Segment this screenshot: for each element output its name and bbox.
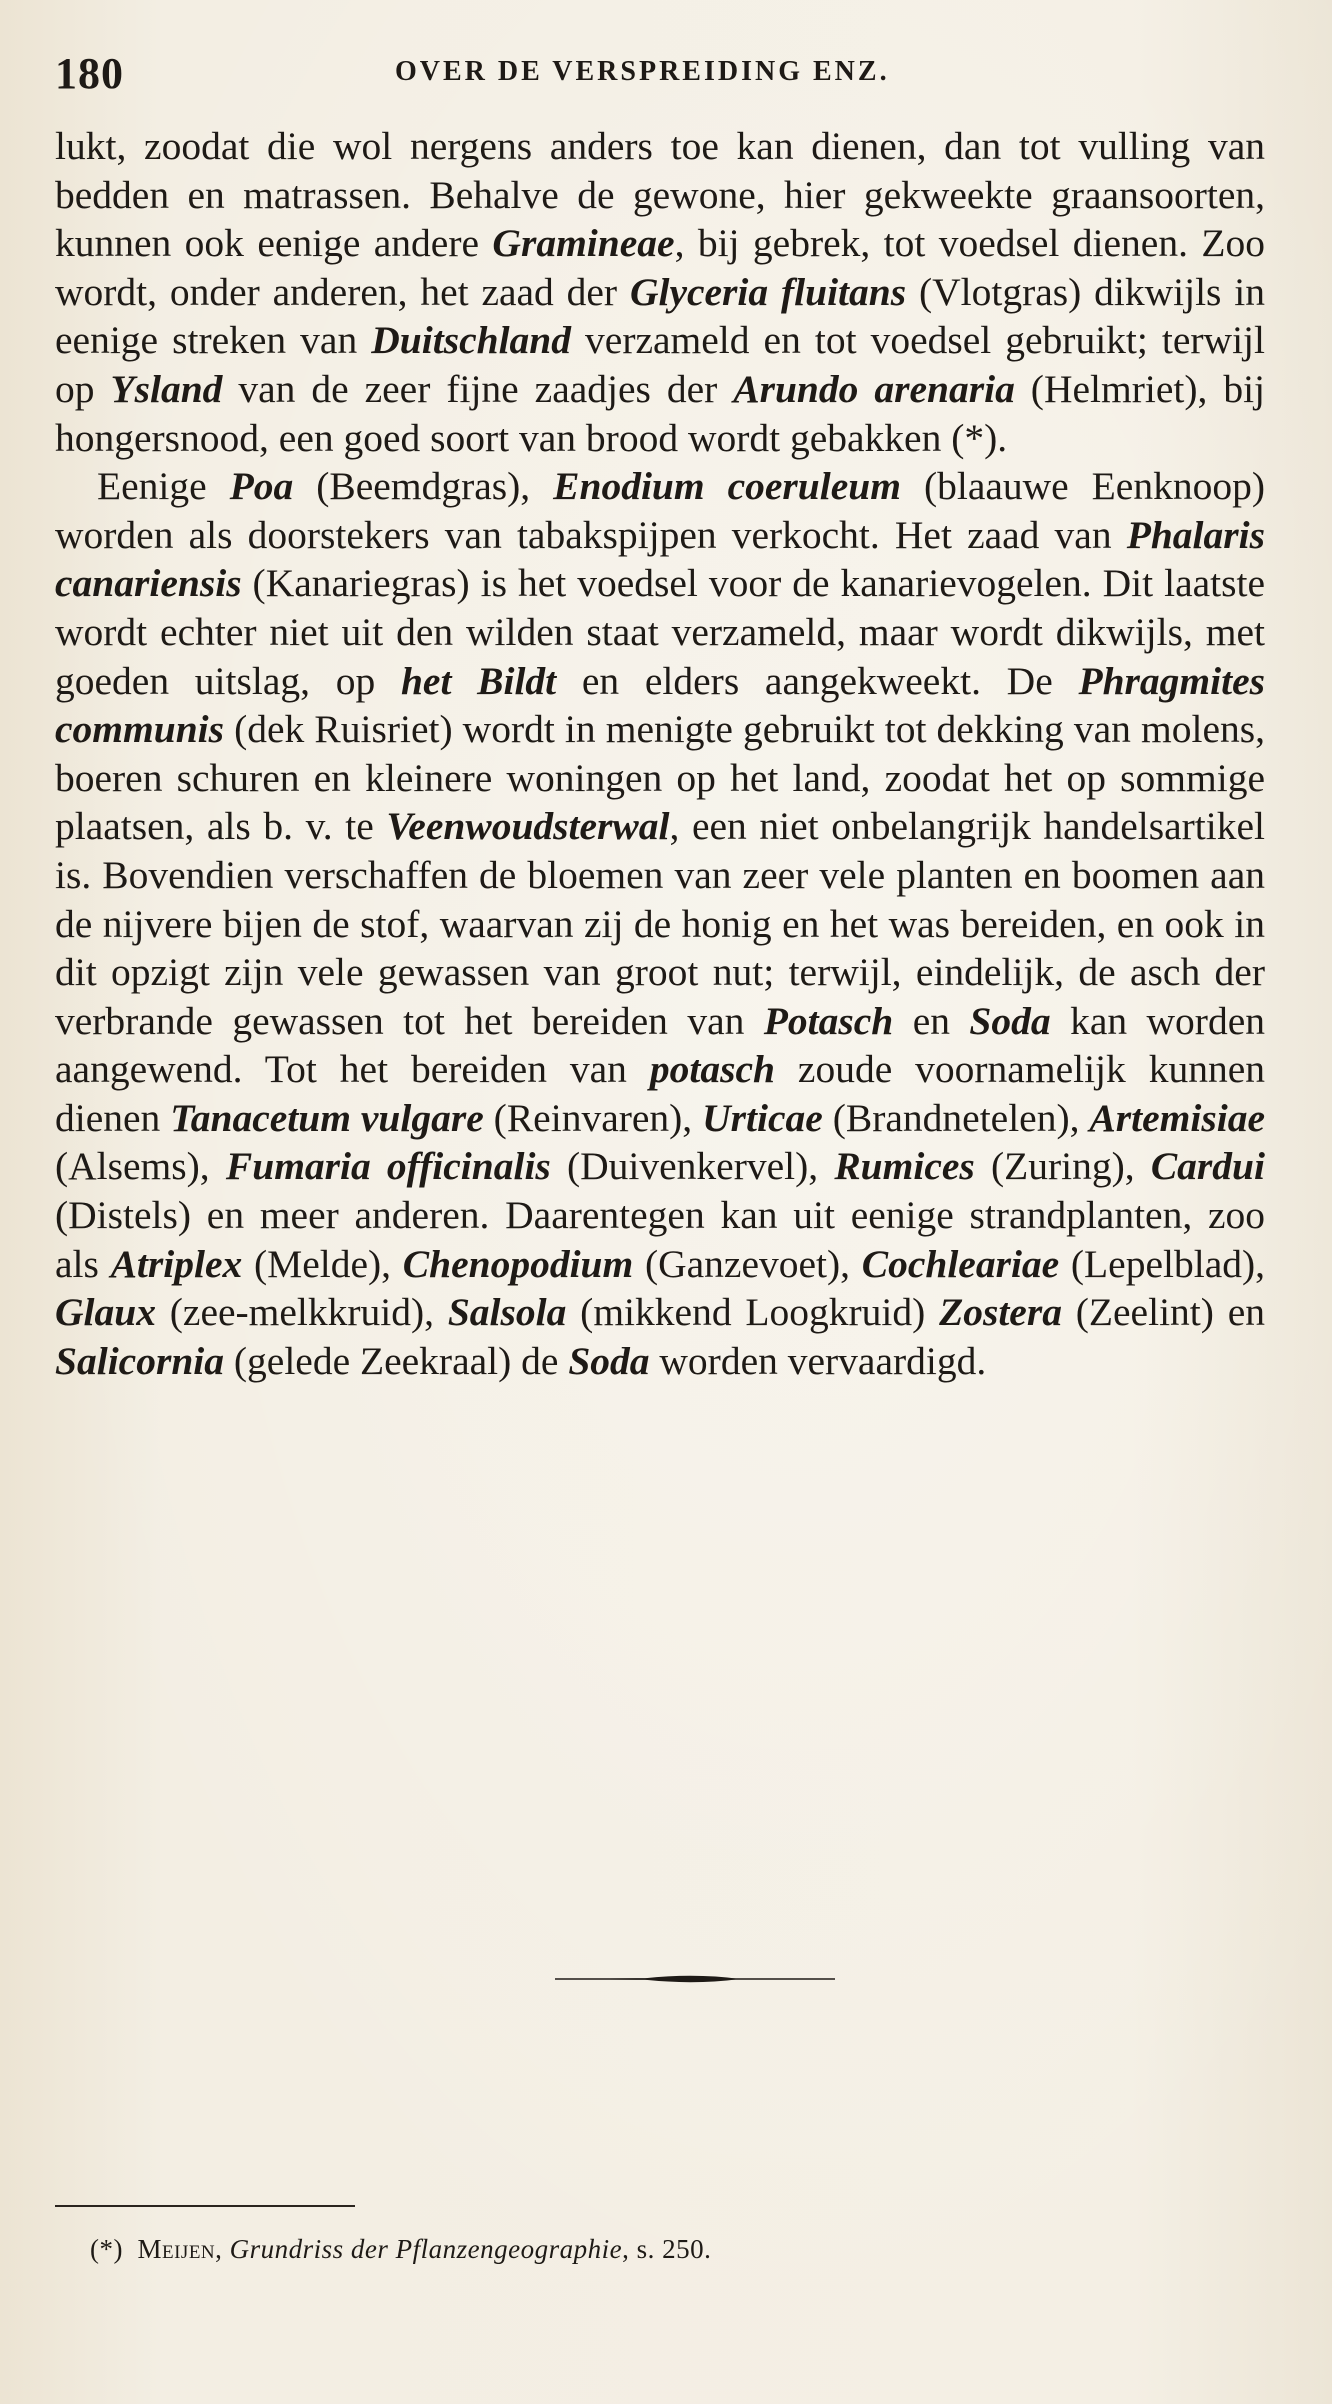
text-run: (blaauwe Eenknoop) worden als doorstekers van tabakspijpen verkocht. Het zaad van [55, 464, 1265, 557]
text-run: worden vervaardigd. [649, 1338, 987, 1383]
footnote [90, 2232, 1240, 2266]
text-run: (Lepelblad), [1059, 1241, 1266, 1286]
italic-term: Zostera [939, 1290, 1062, 1335]
italic-term: Cardui [1150, 1144, 1265, 1189]
italic-term: Soda [969, 998, 1051, 1043]
italic-term: Veenwoudsterwal [386, 804, 670, 849]
italic-term: Salsola [447, 1290, 567, 1335]
italic-term: Enodium coeruleum [553, 464, 901, 509]
text-run: van de zeer fijne zaadjes der [222, 366, 734, 411]
text-run: (Zeelint) en [1061, 1290, 1265, 1335]
text-run: (zee-melkkruid), [155, 1290, 448, 1335]
italic-term: Glaux [55, 1290, 156, 1335]
italic-term: Fumaria officinalis [225, 1144, 551, 1189]
text-run: verzameld en tot voedsel gebruikt; terwijl op [55, 318, 1266, 411]
text-run: (Brandnetelen), [822, 1095, 1090, 1140]
italic-term: Phalaris canariensis [55, 512, 1265, 606]
text-run: en [893, 998, 970, 1043]
text-run: lukt, zoodat die wol nergens anders toe kan dienen, dan tot vulling van bedden en matrassen. Behalve de gewone, hier gekweekte graansoorten, kunnen ook eenige andere [55, 124, 1265, 266]
text-run: (Melde), [242, 1241, 403, 1286]
footnote-marker: (*) [90, 2234, 123, 2264]
italic-term: Salicornia [55, 1338, 225, 1383]
italic-term: Glyceria fluitans [629, 269, 907, 314]
page-header [55, 48, 1285, 98]
paragraph [55, 122, 1265, 462]
text-run: (Zuring), [974, 1144, 1151, 1189]
italic-term: Rumices [834, 1144, 975, 1189]
italic-term: Chenopodium [402, 1241, 634, 1286]
section-divider-ornament [555, 1969, 835, 1989]
italic-term: Artemisiae [1089, 1095, 1265, 1140]
italic-term: Phragmites communis [55, 658, 1265, 752]
text-run: kan worden aangewend. Tot het bereiden van [55, 998, 1265, 1092]
page-number: 180 [55, 49, 124, 98]
text-run: (Alsems), [55, 1144, 226, 1189]
text-run: , een niet onbelangrijk handelsartikel is. Bovendien verschaffen de bloemen van zeer vele planten en boomen aan de nijvere bijen de stof, waarvan zij de honig en het was bereiden, en ook in dit opzigt zijn vele gewassen van groot nut; terwijl, eindelijk, de asch der verbrande gewassen tot het bereiden van [55, 804, 1265, 1043]
footnote-author: Meijen [137, 2234, 216, 2264]
text-run: (Reinvaren), [483, 1095, 703, 1140]
footnote-rule [55, 2205, 355, 2207]
italic-term: Potasch [763, 998, 894, 1043]
italic-term: het Bildt [400, 658, 557, 703]
text-run: en elders aangekweekt. De [556, 658, 1079, 703]
italic-term: Atriplex [110, 1241, 243, 1286]
italic-term: Poa [229, 464, 294, 509]
italic-term: Ysland [110, 366, 223, 411]
running-head: OVER DE VERSPREIDING ENZ. [395, 56, 890, 87]
text-run: (gelede Zeekraal) de [224, 1338, 569, 1383]
text-run: (Duivenkervel), [550, 1144, 835, 1189]
body-text [55, 122, 1265, 1385]
italic-term: Cochleariae [861, 1241, 1060, 1286]
text-run: (Beemdgras), [293, 464, 554, 509]
text-run: (Helmriet), bij hongersnood, een goed soort van brood wordt gebakken (*). [55, 366, 1266, 460]
text-run: (Distels) en meer anderen. Daarentegen kan uit eenige strandplanten, zoo als [55, 1193, 1265, 1286]
text-run: , bij gebrek, tot voedsel dienen. Zoo wordt, onder anderen, het zaad der [55, 221, 1265, 314]
text-run: Eenige [97, 464, 230, 509]
footnote-title: Grundriss der Pflanzengeographie [229, 2234, 623, 2264]
footnote-reference: , s. 250. [622, 2234, 712, 2264]
text-run: (dek Ruisriet) wordt in menigte gebruikt tot dekking van molens, boeren schuren en kleinere woningen op het land, zoodat het op sommige plaatsen, als b. v. te [55, 707, 1265, 849]
italic-term: Soda [568, 1338, 650, 1383]
text-run: (Kanariegras) is het voedsel voor de kanarievogelen. Dit laatste wordt echter niet uit den wilden staat verzameld, maar wordt dikwijls, met goeden uitslag, op [55, 561, 1265, 703]
italic-term: Duitschland [371, 318, 572, 363]
italic-term: Arundo arenaria [733, 366, 1015, 411]
text-run: (mikkend Loogkruid) [566, 1290, 940, 1335]
italic-term: potasch [649, 1047, 775, 1092]
italic-term: Tanacetum vulgare [170, 1095, 484, 1140]
italic-term: Gramineae [492, 221, 675, 266]
text-run: zoude voornamelijk kunnen dienen [55, 1047, 1265, 1140]
footnote-separator: , [215, 2234, 230, 2264]
italic-term: Urticae [702, 1095, 823, 1140]
text-run: (Vlotgras) dikwijls in eenige streken van [55, 269, 1265, 363]
text-run: (Ganzevoet), [633, 1241, 862, 1286]
paragraph [55, 462, 1265, 1385]
